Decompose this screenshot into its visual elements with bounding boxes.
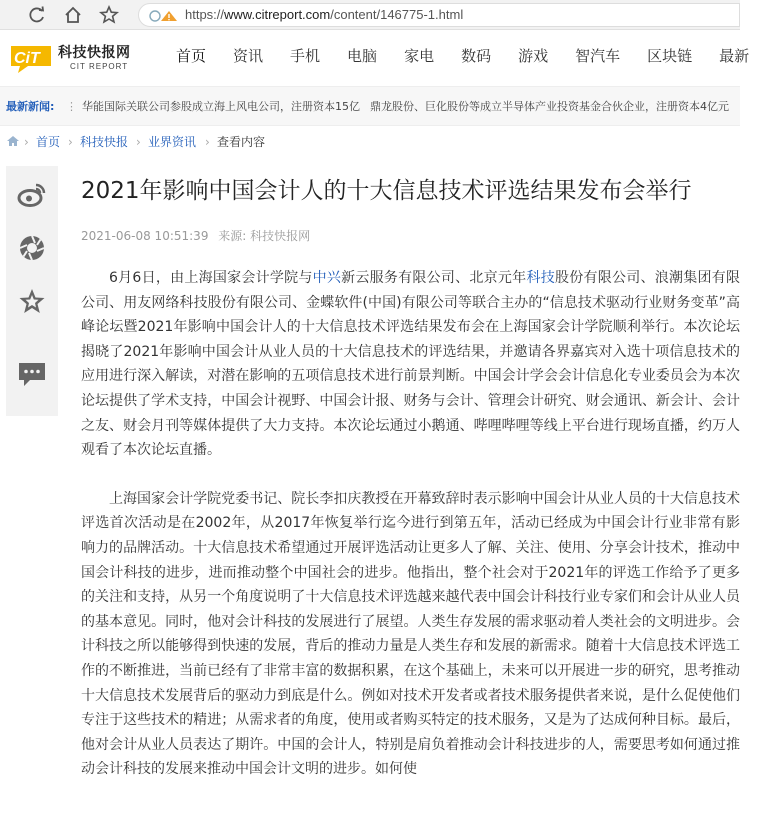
breadcrumb-home[interactable]: 首页: [36, 135, 61, 149]
article-source: 来源: 科技快报网: [218, 229, 311, 243]
nav-latest[interactable]: 最新: [719, 47, 750, 65]
home-icon[interactable]: [62, 4, 84, 26]
site-security-icon[interactable]: [149, 9, 179, 23]
article-meta: [81, 227, 740, 244]
article-title: 2021年影响中国会计人的十大信息技术评选结果发布会举行: [81, 178, 692, 204]
site-logo[interactable]: [8, 38, 148, 78]
logo-chinese-text: 科技快报网: [58, 45, 131, 61]
logo-english-text: CIT REPORT: [70, 62, 129, 71]
nav-news[interactable]: 资讯: [233, 47, 264, 65]
article-paragraph: 上海国家会计学院党委书记、院长李扣庆教授在开幕致辞时表示影响中国会计从业人员的十大信息技术评选首次活动是在2002年，从2017年恢复举行迄今进行到第五年，活动已经成为中国会计行业非常有影响力的品牌活动。十大信息技术希望通过开展评选活动让更多人了解、关注、使用、分享会计技术，推动中国会计科技的进步，进而推动整个中国社会的进步。他指出，整个社会对于2021年的评选工作给予了更多的关注和支持，从另一个角度说明了十大信息技术评选越来越代表中国会计科技行业专家们和会计从业人员的基本意见。同时，他对会计科技的发展进行了展望。人类生存发展的需求驱动着人类社会的文明进步。会计科技之所以能够得到快速的发展，背后的推动力量是人类生存和发展的新需求。随着十大信息技术评选工作的不断推进，当前已经有了非常丰富的数据积累，在这个基础上，未来可以开展进一步的研究，思考推动十大信息技术发展背后的驱动力到底是什么。例如对技术开发者或者技术服务提供者来说，是什么促使他们专注于这些技术的精进；从需求者的角度，使用或者购买特定的技术服务，又是为了达成何种目标。最后，他对会计从业人员表达了期许。中国的会计人，特别是肩负着推动会计科技进步的人，需要思考如何通过推动会计科技的发展来推动中国会计文明的进步。如何使: [81, 490, 740, 778]
article-date: 2021-06-08 10:51:39: [81, 229, 209, 243]
nav-appliances[interactable]: 家电: [404, 47, 435, 65]
svg-text:CiT: CiT: [14, 50, 40, 67]
weibo-icon[interactable]: [12, 178, 52, 218]
news-ticker: [0, 86, 740, 126]
breadcrumb-industry-news[interactable]: 业界资讯: [148, 135, 197, 149]
article-paragraph: 6月6日，由上海国家会计学院与中兴新云服务有限公司、北京元年科技股份有限公司、浪潮集团有限公司、用友网络科技股份有限公司、金蝶软件(中国)有限公司等联合主办的“信息技术驱动行业财务变革”高峰论坛暨2021年影响中国会计人的十大信息技术评选结果发布会在上海国家会计学院顺利举行。本次论坛揭晓了2021年影响中国会计从业人员的十大信息技术的评选结果，并邀请各界嘉宾对入选十项信息技术的应用进行深入解读，对潜在影响的五项信息技术进行前景判断。中国会计学会会计信息化专业委员会为本次论坛提供了学术支持，中国会计视野、中国会计报、财务与会计、管理会计研究、财会通讯、新会计、会计之友、财会月刊等媒体提供了大力支持。本次论坛通过小鹅通、哔哩哔哩等线上平台进行现场直播，约万人观看了本次论坛直播。: [81, 270, 741, 459]
site-header: [0, 30, 750, 86]
nav-blockchain[interactable]: 区块链: [647, 47, 693, 65]
breadcrumb-separator: ›: [136, 135, 141, 149]
breadcrumb-separator: ›: [24, 135, 29, 149]
keyword-link[interactable]: 中兴: [312, 270, 342, 286]
article-body: [81, 266, 740, 782]
keyword-link[interactable]: 科技: [526, 270, 555, 286]
ticker-label: 最新新闻:: [6, 100, 55, 113]
ticker-separator: ⋮: [66, 100, 77, 113]
ticker-item[interactable]: 鼎龙股份、巨化股份等成立半导体产业投资基金合伙企业，注册资本4亿元: [370, 100, 729, 113]
breadcrumb-separator: ›: [68, 135, 73, 149]
nav-computers[interactable]: 电脑: [347, 47, 378, 65]
ticker-item[interactable]: 华能国际关联公司参股成立海上风电公司，注册资本15亿: [82, 100, 360, 113]
nav-phones[interactable]: 手机: [290, 47, 321, 65]
comment-icon[interactable]: [12, 358, 52, 398]
share-sidebar: [6, 166, 58, 416]
nav-digital[interactable]: 数码: [461, 47, 492, 65]
main-navigation: [176, 30, 776, 86]
cit-logo-icon: [8, 42, 54, 74]
nav-games[interactable]: 游戏: [518, 47, 549, 65]
url-text[interactable]: https://www.citreport.com/content/146775-1.html: [185, 7, 464, 22]
reload-icon[interactable]: [26, 4, 48, 26]
nav-smart-cars[interactable]: 智汽车: [575, 47, 621, 65]
breadcrumb: [0, 126, 740, 158]
article: [81, 176, 740, 782]
star-icon[interactable]: [12, 286, 52, 326]
address-bar[interactable]: [138, 3, 740, 27]
camera-shutter-icon[interactable]: [12, 232, 52, 272]
breadcrumb-current: 查看内容: [217, 135, 266, 149]
browser-toolbar: [0, 0, 740, 30]
nav-home[interactable]: 首页: [176, 47, 207, 65]
breadcrumb-tech-news[interactable]: 科技快报: [80, 135, 129, 149]
breadcrumb-home-icon[interactable]: [6, 135, 20, 147]
bookmark-star-icon[interactable]: [98, 4, 120, 26]
breadcrumb-separator: ›: [205, 135, 210, 149]
